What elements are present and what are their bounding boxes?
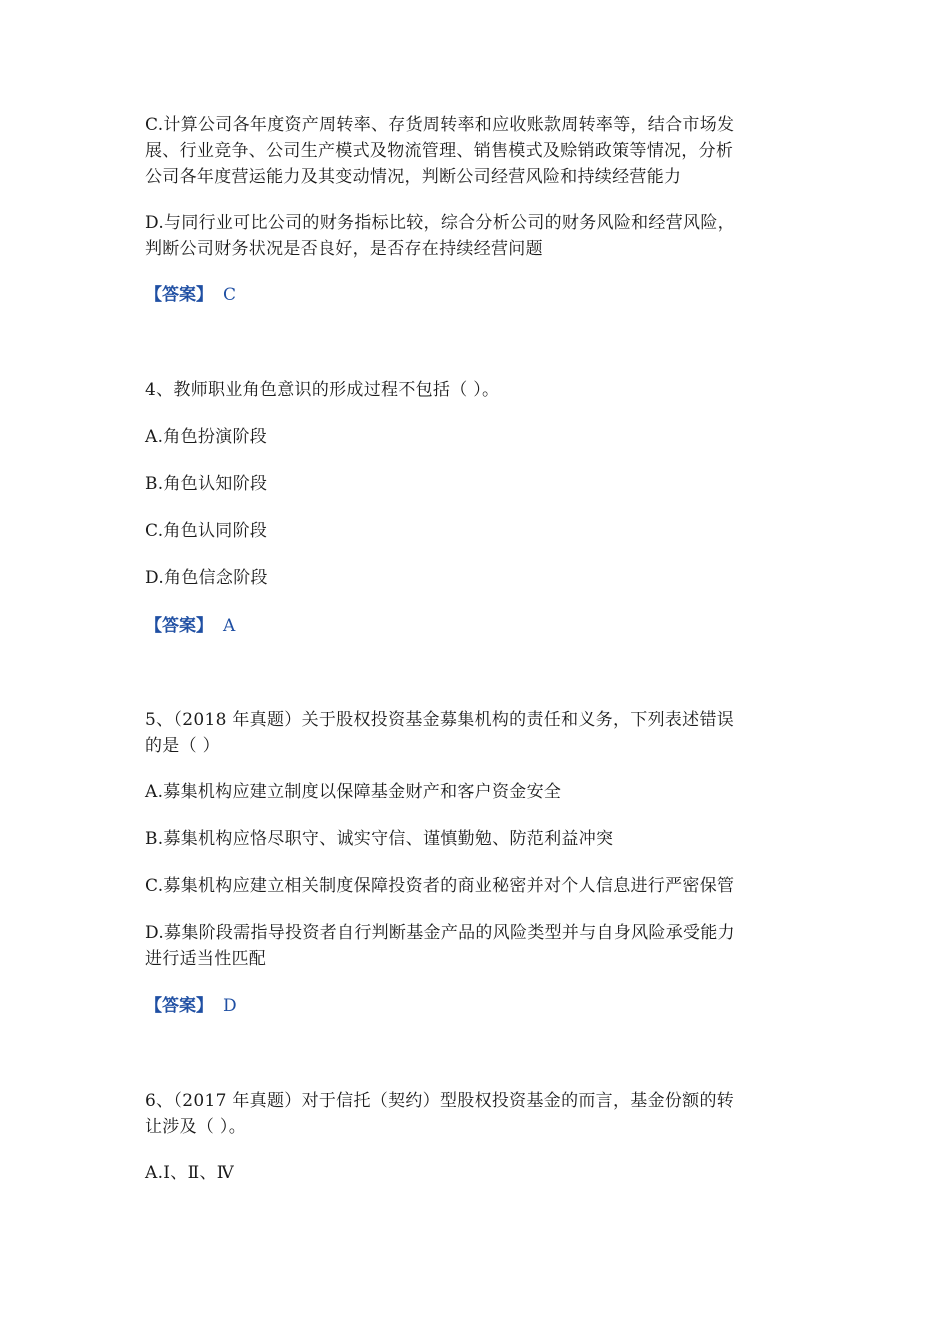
q5-option-c: C.募集机构应建立相关制度保障投资者的商业秘密并对个人信息进行严密保管 [145,876,735,896]
q6-option-a: A.Ⅰ、Ⅱ、Ⅳ [145,1163,235,1183]
q5-answer [145,994,237,1018]
answer-label: 【答案】 [145,616,213,636]
q5-stem-line-2: 的是（ ） [145,736,220,756]
q4-answer [145,614,235,638]
q6-stem-line-1: 6、（2017 年真题）对于信托（契约）型股权投资基金的而言，基金份额的转 [145,1091,735,1111]
q5-option-b: B.募集机构应恪尽职守、诚实守信、谨慎勤勉、防范利益冲突 [145,829,614,849]
answer-label: 【答案】 [145,285,213,305]
q3-option-d-line-2: 判断公司财务状况是否良好，是否存在持续经营问题 [145,239,543,259]
answer-value: D [223,996,237,1016]
q5-option-d-line-1: D.募集阶段需指导投资者自行判断基金产品的风险类型并与自身风险承受能力 [145,923,735,943]
q5-stem-line-1: 5、（2018 年真题）关于股权投资基金募集机构的责任和义务，下列表述错误 [145,710,735,730]
q3-option-c-line-2: 展、行业竞争、公司生产模式及物流管理、销售模式及赊销政策等情况，分析 [145,141,734,161]
q4-option-c: C.角色认同阶段 [145,521,268,541]
q5-option-d-line-2: 进行适当性匹配 [145,949,267,969]
q3-option-c-line-3: 公司各年度营运能力及其变动情况，判断公司经营风险和持续经营能力 [145,167,682,187]
q3-answer [145,283,236,307]
q3-option-d-line-1: D.与同行业可比公司的财务指标比较，综合分析公司的财务风险和经营风险， [145,213,735,233]
q4-option-a: A.角色扮演阶段 [145,427,268,447]
q4-stem: 4、教师职业角色意识的形成过程不包括（ ）。 [145,380,500,400]
answer-value: C [223,285,237,305]
q4-option-d: D.角色信念阶段 [145,568,268,588]
answer-label: 【答案】 [145,996,213,1016]
q6-stem-line-2: 让涉及（ ）。 [145,1117,247,1137]
q3-option-c-line-1: C.计算公司各年度资产周转率、存货周转率和应收账款周转率等，结合市场发 [145,115,735,135]
answer-value: A [223,616,236,636]
q5-option-a: A.募集机构应建立制度以保障基金财产和客户资金安全 [145,782,562,802]
q4-option-b: B.角色认知阶段 [145,474,268,494]
